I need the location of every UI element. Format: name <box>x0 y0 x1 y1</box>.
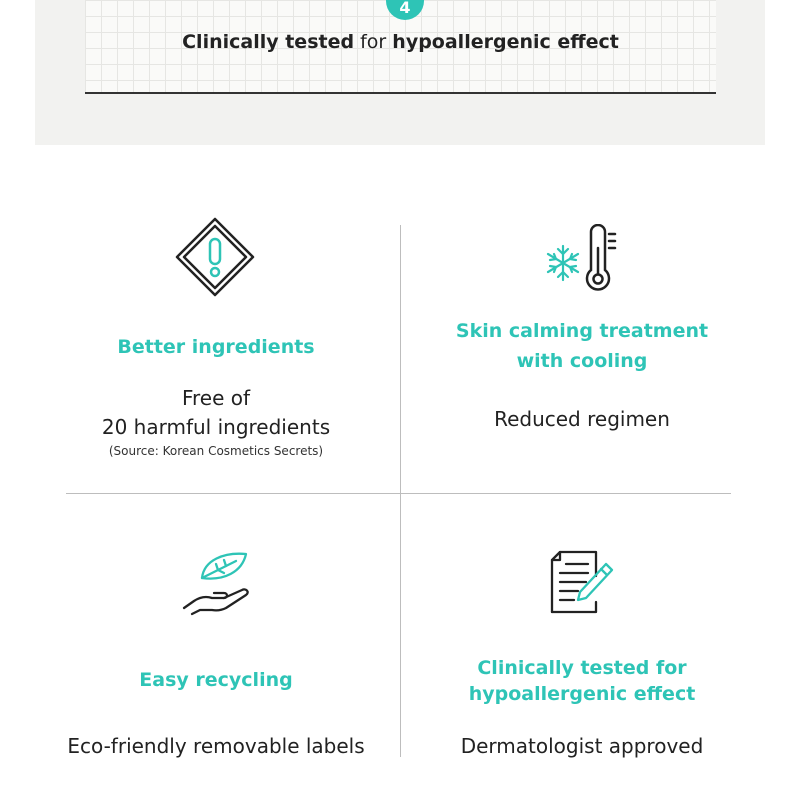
horizontal-divider <box>66 493 731 494</box>
leaf-hand-icon <box>180 548 258 616</box>
feature-heading-clinically-tested-line2: hypoallergenic effect <box>468 683 696 705</box>
feature-desc-dermatologist-approved: Dermatologist approved <box>460 734 704 758</box>
feature-desc-reduced-regimen: Reduced regimen <box>494 407 670 431</box>
feature-heading-clinically-tested-line1: Clinically tested for <box>477 657 687 679</box>
feature-desc-line2: 20 harmful ingredients <box>101 415 331 439</box>
feature-heading-skin-calming-line1: Skin calming treatment <box>455 320 709 342</box>
vertical-divider <box>400 225 401 757</box>
snowflake-thermometer-icon <box>545 224 620 294</box>
banner-underline <box>85 92 716 94</box>
document-pencil-icon <box>546 546 616 618</box>
feature-desc-line1: Free of <box>181 386 251 410</box>
feature-heading-better-ingredients: Better ingredients <box>117 336 315 358</box>
banner-title <box>85 31 716 53</box>
feature-heading-skin-calming-line2: with cooling <box>516 350 648 372</box>
feature-desc-eco-labels: Eco-friendly removable labels <box>67 734 365 758</box>
banner-title-mid: for <box>354 31 393 53</box>
banner-title-bold-1: Clinically tested <box>182 31 355 53</box>
feature-heading-easy-recycling: Easy recycling <box>139 669 293 691</box>
step-number-badge: 4 <box>386 0 424 20</box>
banner-title-bold-2: hypoallergenic effect <box>392 31 619 53</box>
warning-diamond-icon <box>175 217 255 297</box>
feature-source-note: (Source: Korean Cosmetics Secrets) <box>108 444 324 458</box>
